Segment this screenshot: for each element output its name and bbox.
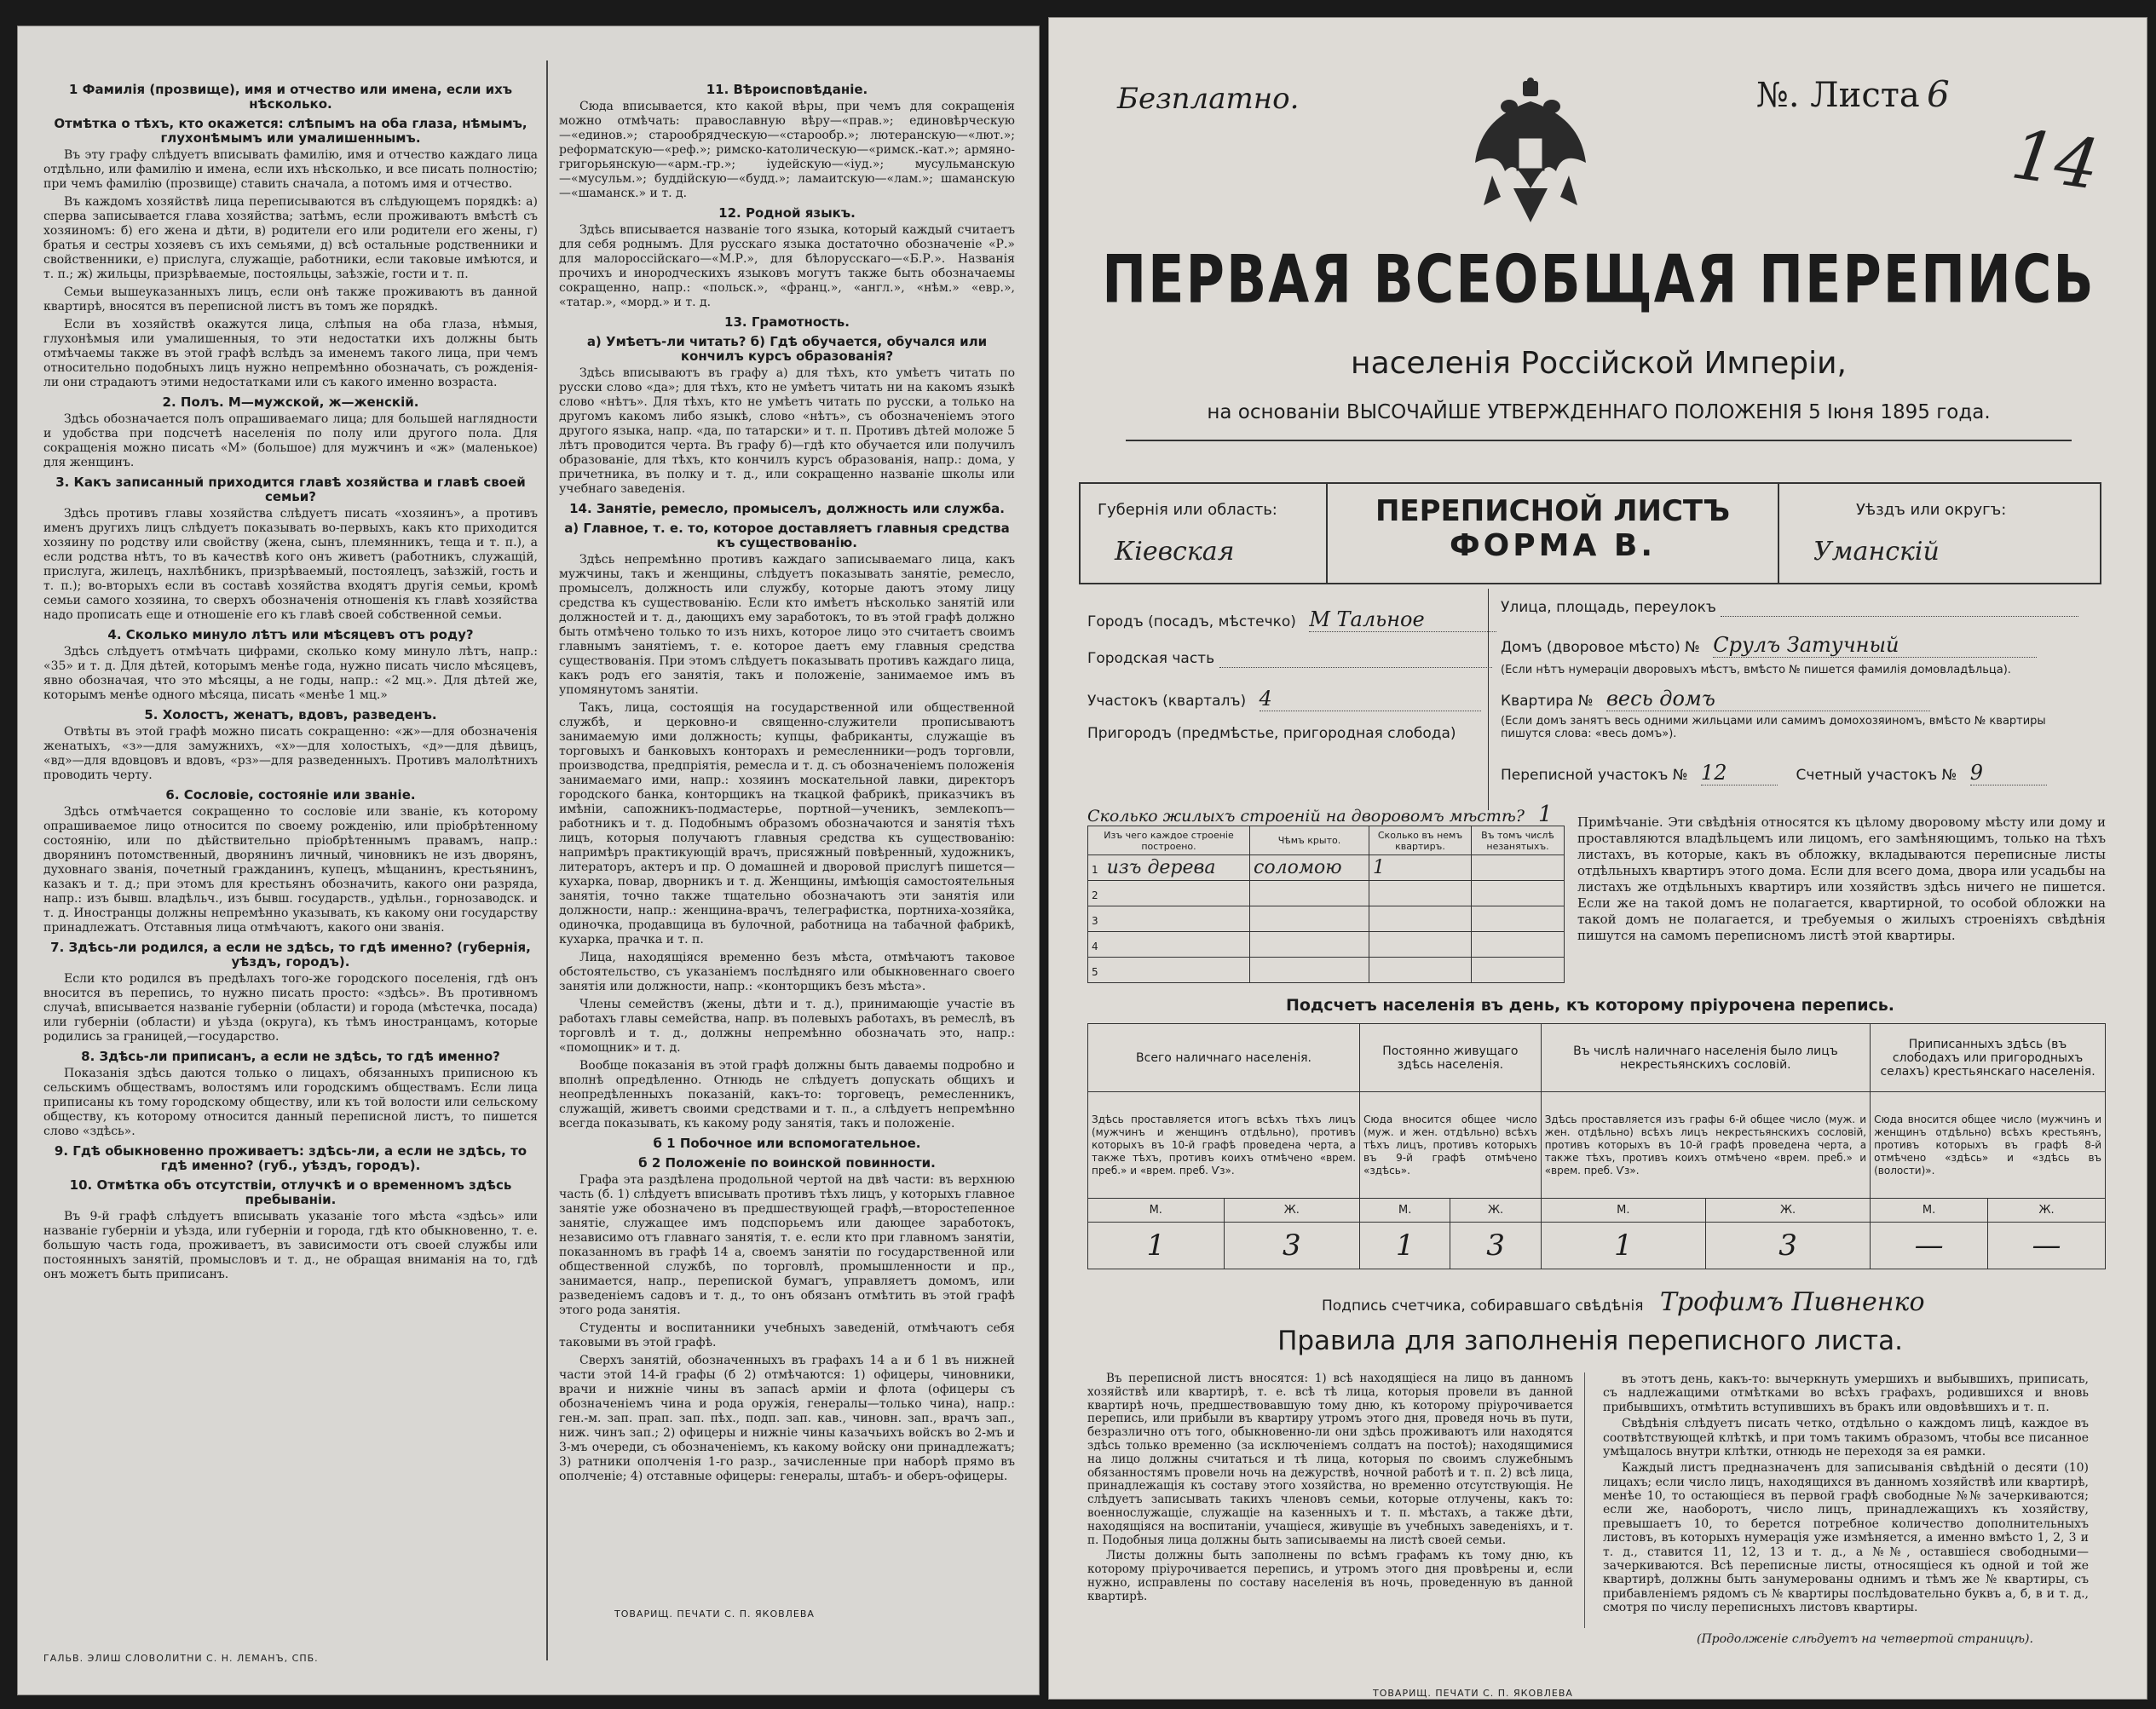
column-divider <box>1584 1372 1585 1628</box>
paragraph: Вообще показанія въ этой графѣ должны быть даваемы подробно и вполнѣ опредѣленно. Отнюдь не слѣдуетъ допускать общихъ и неопредѣленныхъ показаній, какъ-то: торговецъ, ремесленникъ, служащій, живетъ своими средствами и т. п., а слѣдуетъ непремѣнно всегда показывать, къ какому роду занятія, такъ и положеніе. <box>559 1059 1015 1131</box>
table-row <box>1088 1092 2106 1199</box>
section-heading: 7. Здѣсь-ли родился, а если не здѣсь, то гдѣ именно? (губернія, уѣздъ, городъ). <box>50 940 531 970</box>
table-cell <box>1369 958 1472 983</box>
table-row <box>1088 958 1565 983</box>
col-header-present: Всего наличнаго населенія. <box>1088 1024 1360 1092</box>
buildings-heading <box>1087 802 1552 827</box>
form-title-cell <box>1328 484 1779 583</box>
printer-imprint: ТОВАРИЩ. ПЕЧАТИ С. П. ЯКОВЛЕВА <box>1373 1688 1573 1699</box>
table-cell <box>1472 855 1565 881</box>
buildings-question: Сколько жилыхъ строеній на дворовомъ мѣстѣ? <box>1087 807 1525 826</box>
uchastok-label: Участокъ (кварталъ) <box>1087 693 1247 710</box>
table-header-row <box>1088 826 1565 855</box>
table-row <box>1088 1199 2106 1223</box>
count-value: 3 <box>1224 1223 1360 1269</box>
divider <box>1126 440 2072 441</box>
uezd-label: Уѣздъ или округъ: <box>1856 501 2007 519</box>
desc-cell: Здѣсь проставляется итогъ всѣхъ тѣхъ лицъ (мужчинъ и женщинъ отдѣльно), противъ которыхъ въ 10-й графѣ проведена черта, а также тѣхъ, противъ коихъ отмѣчено «врем. преб.» и «врем. преб. Ѵз». <box>1088 1092 1360 1199</box>
table-cell <box>1369 932 1472 958</box>
cell-value: 1 <box>1373 857 1385 878</box>
col-header-material: Изъ чего каждое строеніе построено. <box>1088 826 1250 855</box>
section-heading: 12. Родной языкъ. <box>718 205 856 221</box>
sex-label: Ж. <box>1705 1199 1870 1223</box>
paragraph: Здѣсь вписываютъ въ графу а) для тѣхъ, кто умѣетъ читать по русски слово «да»; для тѣхъ, кто не умѣетъ читать ни на какомъ языкѣ слово «нѣтъ». Для тѣхъ, кто не умѣетъ читать по русски, а только на другомъ какомъ либо языкѣ, слово «нѣтъ», съ обозначеніемъ этого другого языка, напр. «да, по татарски» и т. п. Противъ дѣтей моложе 5 лѣтъ проводится черта. Въ графу б)—гдѣ кто обучается или получилъ образованіе, для тѣхъ, кто кончилъ курсъ образованія, напр.: дома, у причетника, въ полку и т. д., или сокращенно названіе школы или учебнаго заведенія. <box>559 366 1015 496</box>
paragraph: Сюда вписывается, кто какой вѣры, при чемъ для сокращенія можно отмѣчать: православную вѣру—«прав.»; единовѣрческую—«единов.»; старообрядческую—«старообр.»; лютеранскую—«лют.»; реформатскую—«реф.»; римско-католическую—«римск.-кат.»; армяно-григорьянскую—«арм.-гр.»; іудейскую—«іуд.»; мусульманскую—«мусульм.»; буддійскую—«будд.»; ламаитскую—«лам.»; шаманскую—«шаманск.» и т. д. <box>559 100 1015 200</box>
desc-cell: Сюда вносится общее число (мужчинъ и женщинъ отдѣльно) всѣхъ крестьянъ, противъ которыхъ въ графѣ 8-й отмѣчено «здѣсь» и «здѣсь въ (волости)». <box>1871 1092 2106 1199</box>
section-heading: б 1 Побочное или вспомогательное. <box>653 1136 921 1151</box>
paragraph: Въ эту графу слѣдуетъ вписывать фамилію, имя и отчество каждаго лица отдѣльно, или фамилію и имена, если ихъ нѣсколько, и все писать полностію; при чемъ фамилію (прозвище) ставить сначала, а потомъ имя и отчество. <box>43 148 538 191</box>
city-label: Городъ (посадъ, мѣстечко) <box>1087 613 1296 630</box>
table-row <box>1088 881 1565 906</box>
sex-label: М. <box>1360 1199 1450 1223</box>
city-part-label: Городская часть <box>1087 650 1215 667</box>
sub-title: населенія Россійской Имперіи, <box>1351 346 1847 381</box>
city-part-field <box>1087 650 1492 668</box>
double-headed-eagle-icon <box>1467 78 1594 231</box>
cell-value: соломою <box>1254 857 1342 878</box>
paragraph: Здѣсь противъ главы хозяйства слѣдуетъ писать «хозяинъ», а противъ именъ другихъ лицъ слѣдуетъ показывать во-первыхъ, какъ кто приходится хозяину по родству или свойству (жена, сынъ, племянникъ, теща и т. п.), а если родства нѣтъ, то въ качествѣ кого онъ живетъ (работникъ, служащій, прислуга, жилецъ, нахлѣбникъ, призрѣваемый, постоялецъ, заѣзжій, гость и т. п.); во-вторыхъ если въ составѣ хозяйства входятъ другія семьи, кромѣ семьи самого хозяина, то сверхъ обозначенія отношенія къ главѣ хозяйства надо прописать еще и отношеніе его къ главѣ своей собственной семьи. <box>43 507 538 622</box>
section-heading: б 2 Положеніе по воинской повинности. <box>638 1155 936 1171</box>
house-field <box>1501 633 2037 658</box>
section-heading: 4. Сколько минуло лѣтъ или мѣсяцевъ отъ роду? <box>107 627 474 642</box>
section-heading: а) Умѣетъ-ли читать? б) Гдѣ обучается, обучался или кончилъ курсъ образованія? <box>586 334 988 364</box>
gubernia-label: Губернія или область: <box>1098 501 1277 519</box>
uchastok-value: 4 <box>1260 687 1481 711</box>
count-value: 1 <box>1541 1223 1705 1269</box>
paragraph: Студенты и воспитанники учебныхъ заведеній, отмѣчаютъ себя таковыми въ этой графѣ. <box>559 1321 1015 1349</box>
gubernia-cell <box>1081 484 1328 583</box>
paragraph: Если кто родился въ предѣлахъ того-же городского поселенія, гдѣ онъ вносится въ перепись, то нужно писать просто: «здѣсь». Въ противномъ случаѣ, вписывается названіе губерніи (области) и города (мѣстечка, посада) или губерніи (области) и уѣзда (округа), къ тѣмъ иностранцамъ, которые родились за границей,—государство. <box>43 972 538 1044</box>
table-cell <box>1369 906 1472 932</box>
city-value: М Тальное <box>1309 607 1496 632</box>
count-value: — <box>1988 1223 2106 1269</box>
flat-label: Квартира № <box>1501 693 1594 710</box>
paragraph: Графа эта раздѣлена продольной чертой на двѣ части: въ верхнюю часть (б. 1) слѣдуетъ вписывать противъ тѣхъ лицъ, у которыхъ главное занятіе уже обозначено въ предшествующей графѣ,—второстепенное занятіе, служащее имъ подспорьемъ или дающее заработокъ, независимо отъ главнаго занятія, т. е. если кто при главномъ занятіи, показанномъ въ графѣ 14 а, своемъ занятіи по государственной или общественной службѣ, по торговлѣ, промышленности и пр., занимается, напр., перепиской бумагъ, управляетъ домомъ, или разведеніемъ садовъ и т. д., то онъ обязанъ отмѣтить въ этой графѣ этого рода занятія. <box>559 1173 1015 1317</box>
row-number: 2 <box>1092 889 1098 901</box>
paragraph: Въ каждомъ хозяйствѣ лица переписываются въ слѣдующемъ порядкѣ: а) сперва записывается глава хозяйства; затѣмъ, если проживаютъ вмѣстѣ съ хозяиномъ: б) его жена и дѣти, в) родители его или родители его жены, г) братья и сестры хозяевъ съ ихъ семьями, д) всѣ остальные родственники и свойственники, е) прислуга, служащіе, работники, если таковые имѣются, и т. п.; ж) жильцы, призрѣваемые, постояльцы, заѣзжіе, гости и т. п. <box>43 195 538 281</box>
paragraph: Листы должны быть заполнены по всѣмъ графамъ къ тому дню, къ которому пріурочивается перепись, и утромъ этого дня провѣрены и, если нужно, исправлены по составу населенія въ ночь, проведенную въ данной квартирѣ. <box>1087 1549 1573 1603</box>
table-cell <box>1088 855 1250 881</box>
section-heading: 3. Какъ записанный приходится главѣ хозяйства и главѣ своей семьи? <box>55 475 526 504</box>
desc-cell: Сюда вносится общее число (муж. и жен. отдѣльно) всѣхъ тѣхъ лицъ, противъ которыхъ въ 9-й графѣ отмѣчено «здѣсь». <box>1360 1092 1542 1199</box>
form-type: ФОРМА В. <box>1449 528 1657 563</box>
paragraph: Сверхъ занятій, обозначенныхъ въ графахъ 14 а и б 1 въ нижней части этой 14-й графы (б 2) отмѣчаются: 1) офицеры, чиновники, врачи и нижніе чины въ запасѣ арміи и флота (офицеры съ обозначеніемъ чина и рода оружія, генералы—только чина), напр.: ген.-м. зап. прап. зап. пѣх., подп. зап. кав., чиновн. зап., врачъ зап., ниж. чинъ зап.; 2) офицеры и нижніе чины казачьихъ войскъ во 2-мъ и 3-мъ очереди, съ обозначеніемъ, къ какому войску они принадлежатъ; 3) ратники ополченія 1-го разр., зачисленные при наборѣ прямо въ ополченіе; 4) отставные офицеры: генералы, штабъ- и оберъ-офицеры. <box>559 1354 1015 1483</box>
col-header-non-peasant: Въ числѣ наличнаго населенія было лицъ некрестьянскихъ сословій. <box>1541 1024 1870 1092</box>
rules-title: Правила для заполненія переписного листа. <box>1277 1326 1903 1356</box>
cell-value: изъ дерева <box>1106 857 1216 878</box>
uezd-value: Уманскій <box>1813 537 1940 567</box>
table-cell <box>1088 906 1250 932</box>
count-district-label: Счетный участокъ № <box>1796 767 1957 784</box>
main-title: ПЕРВАЯ ВСЕОБЩАЯ ПЕРЕПИСЬ <box>1102 239 2095 319</box>
continued-note: (Продолженіе слѣдуетъ на четвертой страницѣ). <box>1697 1632 2033 1646</box>
table-cell <box>1088 881 1250 906</box>
flat-note: (Если домъ занятъ весь одними жильцами или самимъ домохозяиномъ, вмѣсто № квартиры пишутся слова: «весь домъ»). <box>1501 715 2046 740</box>
count-value: 3 <box>1705 1223 1870 1269</box>
paragraph: Въ переписной листъ вносятся: 1) всѣ находящіеся на лицо въ данномъ хозяйствѣ или квартирѣ, т. е. всѣ тѣ лица, которыя провели въ данной квартирѣ ночь, предшествовавшую тому дню, къ которому пріурочивается перепись, или прибыли въ квартиру утромъ этого дня, проведя ночь въ пути, безразлично отъ того, обыкновенно-ли они здѣсь проживаютъ или находятся здѣсь только временно (за исключеніемъ солдатъ на постоѣ); находящимися на лицо должны считаться и тѣ лица, которыя по своимъ служебнымъ обязанностямъ провели ночь на дежурствѣ, ночной работѣ и т. п. 2) всѣ лица, принадлежащія къ составу этого хозяйства, но временно отсутствующія. Не слѣдуетъ записывать такихъ членовъ семьи, которые отлучены, какъ то: военнослужащіе, служащіе на казенныхъ и т. п. мѣстахъ, а также дѣти, находящіяся на воспитаніи, учащіеся, живущіе въ учебныхъ заведеніяхъ, и т. п. Подобныя лица должны быть записываемы на листѣ своей семьи. <box>1087 1372 1573 1547</box>
column-divider <box>546 60 548 1660</box>
table-cell <box>1472 906 1565 932</box>
note-block: Примѣчаніе. Эти свѣдѣнія относятся къ цѣлому дворовому мѣсту или дому и проставляются владѣльцемъ или лицомъ, его замѣняющимъ, только на тѣхъ листахъ, въ которые, какъ въ обложку, вкладываются переписные листы отдѣльныхъ квартиръ этого дома. Если для всего дома, двора или усадьбы на листахъ же отдѣльныхъ квартиръ или хозяйствъ здѣсь ничего не пишется. Если же на такой домъ не полагается, квартирной, то особой обложки на такой домъ не полагается, и требуемыя о жилыхъ строеніяхъ свѣдѣнія пишутся на самомъ переписномъ листѣ этой квартиры. <box>1577 814 2106 943</box>
section-heading: Отмѣтка о тѣхъ, кто окажется: слѣпымъ на оба глаза, нѣмымъ, глухонѣмымъ или умалишеннымъ. <box>54 116 527 146</box>
section-heading: 14. Занятіе, ремесло, промыселъ, должность или служба. <box>569 501 1005 516</box>
sex-label: Ж. <box>1224 1199 1360 1223</box>
sex-label: М. <box>1871 1199 1988 1223</box>
table-header-row <box>1088 1024 2106 1092</box>
count-value: 1 <box>1088 1223 1225 1269</box>
paragraph: Такъ, лица, состоящія на государственной или общественной службѣ, и церковно-и священно-служители прописываютъ занимаемую ими должность; купцы, фабриканты, служащіе въ торговыхъ и банковыхъ конторахъ и ремесленники—родъ торговли, производства, предпріятія, ремесла и т. д. съ обозначеніемъ положенія занимаемаго ими, напр.: хозяинъ москательной лавки, директоръ городского банка, конторщикъ на ткацкой фабрикѣ, приказчикъ въ имѣніи, сапожникъ-подмастерье, портной—ученикъ, землекопъ—работникъ и т. д. Подобнымъ образомъ обозначаются и занятія тѣхъ лицъ, которыя получаютъ главныя средства къ существованію: напримѣръ практикующій врачъ, присяжный повѣренный, художникъ, литераторъ, актеръ и пр. О домашней и дворовой прислугѣ пишется—кухарка, повар, дворникъ и т. д. Женщины, имѣющія самостоятельныя занятія, точно также тщательно обозначаютъ эти занятія или должности, напр.: женщина-врачъ, телеграфистка, портниха-хозяйка, одиночка, продавщица въ булочной, работница на табачной фабрикѣ, кухарка, прачка и т. п. <box>559 701 1015 947</box>
row-number: 4 <box>1092 941 1098 952</box>
paragraph: Здѣсь отмѣчается сокращенно то сословіе или званіе, къ которому опрашиваемое лицо относится по своему рожденію, или пріобрѣтенному состоянію, или по дѣйствительно пріобрѣтеннымъ правамъ, напр.: дворянинъ потомственный, дворянинъ личный, чиновникъ не изъ дворянъ, духовнаго званія, почетный гражданинъ, купецъ, мѣщанинъ, крестьянинъ, казакъ и т. д.; при этомъ для крестьянъ обозначить, какого они разряда, напр.: изъ бывш. владѣльч., изъ бывш. государств., удѣльн., горнозаводск. и т. д. Иностранцы должны непремѣнно указывать, къ какому они государству принадлежатъ. Отставныя лица отмѣчаютъ, какого они званія. <box>43 805 538 935</box>
paragraph: Здѣсь непремѣнно противъ каждаго записываемаго лица, какъ мужчины, такъ и женщины, слѣдуетъ показывать занятіе, ремесло, промыселъ, должность или службу, которые даютъ этому лицу средства къ существованію. Если кто имѣетъ нѣсколько занятій или должностей и т. д., дающихъ ему заработокъ, то въ этой графѣ должно быть отмѣчено только то изъ нихъ, которое лицо это считаетъ своимъ главнымъ занятіемъ, т. е. которое даетъ ему главныя средства существованія. При этомъ слѣдуетъ показывать противъ каждаго лица, какъ родъ его занятія, такъ и положеніе, занимаемое имъ въ упомянутомъ занятіи. <box>559 553 1015 697</box>
sex-label: Ж. <box>1450 1199 1541 1223</box>
paragraph: Если въ хозяйствѣ окажутся лица, слѣпыя на оба глаза, нѣмыя, глухонѣмыя или умалишенныя, то эти недостатки ихъ должны быть отмѣчаемы также въ этой графѣ вслѣдъ за именемъ такого лица, при чемъ относительно подобныхъ лицъ нужно непремѣнно обозначать, съ рожденія-ли они страдаютъ этими недостатками или съ какого именно возраста. <box>43 318 538 389</box>
count-value: 1 <box>1360 1223 1450 1269</box>
paragraph: Лица, находящіяся временно безъ мѣста, отмѣчаютъ таковое обстоятельство, съ указаніемъ послѣдняго или обыкновеннаго своего занятія или должности, напр.: «конторщикъ безъ мѣста». <box>559 951 1015 993</box>
count-value: — <box>1871 1223 1988 1269</box>
table-cell <box>1472 881 1565 906</box>
sheet-number-value: 6 <box>1927 73 1950 115</box>
house-note: (Если нѣтъ нумераціи дворовыхъ мѣстъ, вмѣсто № пишется фамилія домовладѣльца). <box>1501 664 2011 676</box>
paragraph: Свѣдѣнія слѣдуетъ писать четко, отдѣльно о каждомъ лицѣ, каждое въ соотвѣтствующей клѣткѣ, и при томъ такимъ образомъ, чтобы все писанное умѣщалось внутри клѣтки, отнюдь не переходя за ея рамки. <box>1603 1417 2089 1459</box>
paragraph: Здѣсь вписывается названіе того языка, который каждый считаетъ для себя роднымъ. Для русскаго языка достаточно обозначеніе «Р.» для малороссійскаго—«М.Р.», для бѣлорусскаго—«Б.Р.». Названія прочихъ и инородческихъ языковъ могутъ также быть обозначаемы сокращенно, напр.: «польск.», «франц.», «англ.», «нѣм.» «евр.», «татар.», «морд.» и т. д. <box>559 223 1015 309</box>
col-header-roof: Чѣмъ крыто. <box>1250 826 1369 855</box>
archive-page-number: 14 <box>2007 114 2104 205</box>
table-cell <box>1250 958 1369 983</box>
col-header-empty: Въ томъ числѣ незанятыхъ. <box>1472 826 1565 855</box>
row-number: 5 <box>1092 966 1098 978</box>
row-number: 3 <box>1092 915 1098 927</box>
section-heading: 5. Холостъ, женатъ, вдовъ, разведенъ. <box>144 707 437 722</box>
flat-value: весь домъ <box>1606 687 1930 711</box>
sheet-number-label: №. Листа <box>1756 76 1920 115</box>
signature-value: Трофимъ Пивненко <box>1659 1287 1925 1317</box>
section-heading: 6. Сословіе, состояніе или званіе. <box>165 787 416 803</box>
table-cell <box>1250 855 1369 881</box>
left-page <box>17 26 1040 1695</box>
table-cell <box>1369 881 1472 906</box>
section-heading: 11. Вѣроисповѣданіе. <box>706 82 868 97</box>
table-cell <box>1250 906 1369 932</box>
section-heading: 9. Гдѣ обыкновенно проживаетъ: здѣсь-ли, а если не здѣсь, то гдѣ именно? (губ., уѣздъ, городъ). <box>54 1143 527 1173</box>
population-count-heading: Подсчетъ населенія въ день, къ которому пріурочена перепись. <box>1285 996 1895 1015</box>
paragraph: Въ 9-й графѣ слѣдуетъ вписывать указаніе того мѣста «здѣсь» или названіе губерніи и уѣзда, или губерніи и города, гдѣ кто обыкновенно, т. е. большую часть года, проживаетъ, въ зависимости отъ своей службы или постоянныхъ занятій, промысловъ и т. д., не обращая вниманія на то, гдѣ онъ можетъ быть приписанъ. <box>43 1210 538 1281</box>
paragraph: Здѣсь слѣдуетъ отмѣчать цифрами, сколько кому минуло лѣтъ, напр.: «35» и т. д. Для дѣтей, которымъ менѣе года, нужно писать число мѣсяцевъ, явно обозначая, что это мѣсяцы, а не годы, напр.: «2 мц.». Для дѣтей же, которымъ менѣе одного мѣсяца, писать «менѣе 1 мц.» <box>43 645 538 702</box>
census-district-field <box>1501 761 2047 785</box>
paragraph: въ этотъ день, какъ-то: вычеркнуть умершихъ и выбывшихъ, приписать, съ надлежащими отмѣтками во всѣхъ графахъ, родившихся и вновь прибывшихъ, отмѣтить вступившихъ въ бракъ или овдовѣвшихъ и т. п. <box>1603 1372 2089 1414</box>
paragraph: Показанія здѣсь даются только о лицахъ, обязанныхъ приписною къ сельскимъ обществамъ, волостямъ или городскимъ обществамъ. Если лица приписаны къ тому городскому обществу, или къ той волости или сельскому обществу, къ которому относится данный переписной листъ, то пишется слово «здѣсь». <box>43 1067 538 1138</box>
table-cell <box>1369 855 1472 881</box>
table-cell <box>1472 958 1565 983</box>
street-label: Улица, площадь, переулокъ <box>1501 599 1716 616</box>
printer-imprint: ГАЛЬВ. ЭЛИШ СЛОВОЛИТНИ С. Н. ЛЕМАНЪ, СПБ. <box>43 1653 319 1664</box>
table-row <box>1088 932 1565 958</box>
instructions-column-2 <box>559 78 1015 1487</box>
sex-label: М. <box>1088 1199 1225 1223</box>
section-heading: 10. Отмѣтка объ отсутствіи, отлучкѣ и о временномъ здѣсь пребываніи. <box>69 1177 512 1207</box>
house-value: Срулъ Затучный <box>1713 633 2037 658</box>
section-heading: 8. Здѣсь-ли приписанъ, а если не здѣсь, то гдѣ именно? <box>81 1049 500 1064</box>
table-cell <box>1250 932 1369 958</box>
table-row <box>1088 1223 2106 1269</box>
table-cell <box>1088 932 1250 958</box>
section-heading: 2. Полъ. М—мужской, ж—женскій. <box>162 394 419 410</box>
census-form-page <box>1048 17 2147 1700</box>
uezd-cell <box>1779 484 2101 583</box>
count-value: 3 <box>1450 1223 1541 1269</box>
paragraph: Здѣсь обозначается полъ опрашиваемаго лица; для большей наглядности и удобства при подсчетѣ населенія по полу или другого пола. Для сокращенія можно писать «М» (большое) для мужчинъ и «ж» (маленькое) для женщинъ. <box>43 412 538 469</box>
paragraph: Отвѣты въ этой графѣ можно писать сокращенно: «ж»—для обозначенія женатыхъ, «з»—для замужнихъ, «х»—для холостыхъ, «д»—для дѣвицъ, «вд»—для вдовцовъ и вдовъ, «рз»—для разведенныхъ. Противъ малолѣтнихъ проводить черту. <box>43 725 538 782</box>
population-count-table <box>1087 1023 2106 1269</box>
flat-field <box>1501 687 1930 711</box>
paragraph: Каждый листъ предназначенъ для записыванія свѣдѣній о десяти (10) лицахъ; если число лицъ, находящихся въ данномъ хозяйствѣ или квартирѣ, менѣе 10, то остающіеся въ первой графѣ свободные №№ зачеркиваются; если же, наоборотъ, число лицъ, принадлежащихъ къ хозяйству, превышаетъ 10, то берется потребное количество дополнительныхъ листовъ, въ которыхъ нумерація уже измѣняется, а именно вмѣсто 1, 2, 3 и т. д., ставится 11, 12, 13 и т. д., а №№, оставшіеся свободными—зачеркиваются. Всѣ переписные листы, относящіеся къ одной и той же квартирѣ, должны быть занумерованы однимъ и тѣмъ же № квартиры, съ прибавленіемъ рядомъ съ № квартиры послѣдовательно буквъ а, б, в и т. д., смотря по числу переписныхъ листовъ квартиры. <box>1603 1461 2089 1614</box>
section-heading: 13. Грамотность. <box>724 314 850 330</box>
uchastok-field <box>1087 687 1481 711</box>
sex-label: Ж. <box>1988 1199 2106 1223</box>
table-cell <box>1250 881 1369 906</box>
paragraph: Семьи вышеуказанныхъ лицъ, если онѣ также проживаютъ въ данной квартирѣ, вносятся въ переписной листъ въ томъ же порядкѣ. <box>43 285 538 314</box>
count-district-value: 9 <box>1970 761 2047 785</box>
table-row <box>1088 855 1565 881</box>
instructions-column-1 <box>43 78 538 1286</box>
form-header-box <box>1079 482 2101 584</box>
section-heading: 1 Фамилія (прозвище), имя и отчество или имена, если ихъ нѣсколько. <box>68 82 513 112</box>
buildings-table <box>1087 826 1565 983</box>
suburb-field <box>1087 725 1456 742</box>
section-heading: а) Главное, т. е. то, которое доставляетъ главныя средства къ существованію. <box>564 521 1010 550</box>
form-title: ПЕРЕПИСНОЙ ЛИСТЪ <box>1375 494 1731 528</box>
census-district-label: Переписной участокъ № <box>1501 767 1688 784</box>
rules-column-2 <box>1603 1372 2089 1617</box>
paragraph: Члены семействъ (жены, дѣти и т. д.), принимающіе участіе въ работахъ главы семейства, напр. въ полевыхъ работахъ, въ ремеслѣ, въ торговлѣ и т. д., должны непремѣнно обозначать это, напр.: «помощник» и т. д. <box>559 998 1015 1055</box>
desc-cell: Здѣсь проставляется изъ графы 6-й общее число (муж. и жен. отдѣльно) всѣхъ лицъ некрестьянскихъ сословій, противъ которыхъ въ 10-й графѣ проведена черта, а также тѣхъ, противъ коихъ отмѣчено «врем. преб.» и «врем. преб. Ѵз». <box>1541 1092 1870 1199</box>
legal-basis-line: на основаніи ВЫСОЧАЙШЕ УТВЕРЖДЕННАГО ПОЛОЖЕНІЯ 5 Іюня 1895 года. <box>1207 401 1991 423</box>
gubernia-value: Кіевская <box>1115 537 1235 567</box>
enumerator-signature <box>1322 1287 1925 1317</box>
sex-label: М. <box>1541 1199 1705 1223</box>
table-cell <box>1088 958 1250 983</box>
table-cell <box>1472 932 1565 958</box>
printer-imprint-2: ТОВАРИЩ. ПЕЧАТИ С. П. ЯКОВЛЕВА <box>614 1608 815 1620</box>
col-header-permanent: Постоянно живущаго здѣсь населенія. <box>1360 1024 1542 1092</box>
buildings-count: 1 <box>1537 802 1553 827</box>
col-header-peasant: Приписанныхъ здѣсь (въ слободахъ или пригородныхъ селахъ) крестьянскаго населенія. <box>1871 1024 2106 1092</box>
free-label: Безплатно. <box>1117 82 1300 116</box>
suburb-label: Пригородъ (предмѣстье, пригородная слобода) <box>1087 725 1456 742</box>
rules-column-1 <box>1087 1372 1573 1607</box>
col-header-flats: Сколько въ немъ квартиръ. <box>1369 826 1472 855</box>
house-label: Домъ (дворовое мѣсто) № <box>1501 639 1700 656</box>
table-row <box>1088 906 1565 932</box>
city-field <box>1087 607 1496 632</box>
street-field <box>1501 599 2078 617</box>
census-district-value: 12 <box>1701 761 1778 785</box>
row-number: 1 <box>1092 864 1098 876</box>
signature-label: Подпись счетчика, собиравшаго свѣдѣнія <box>1322 1298 1644 1315</box>
